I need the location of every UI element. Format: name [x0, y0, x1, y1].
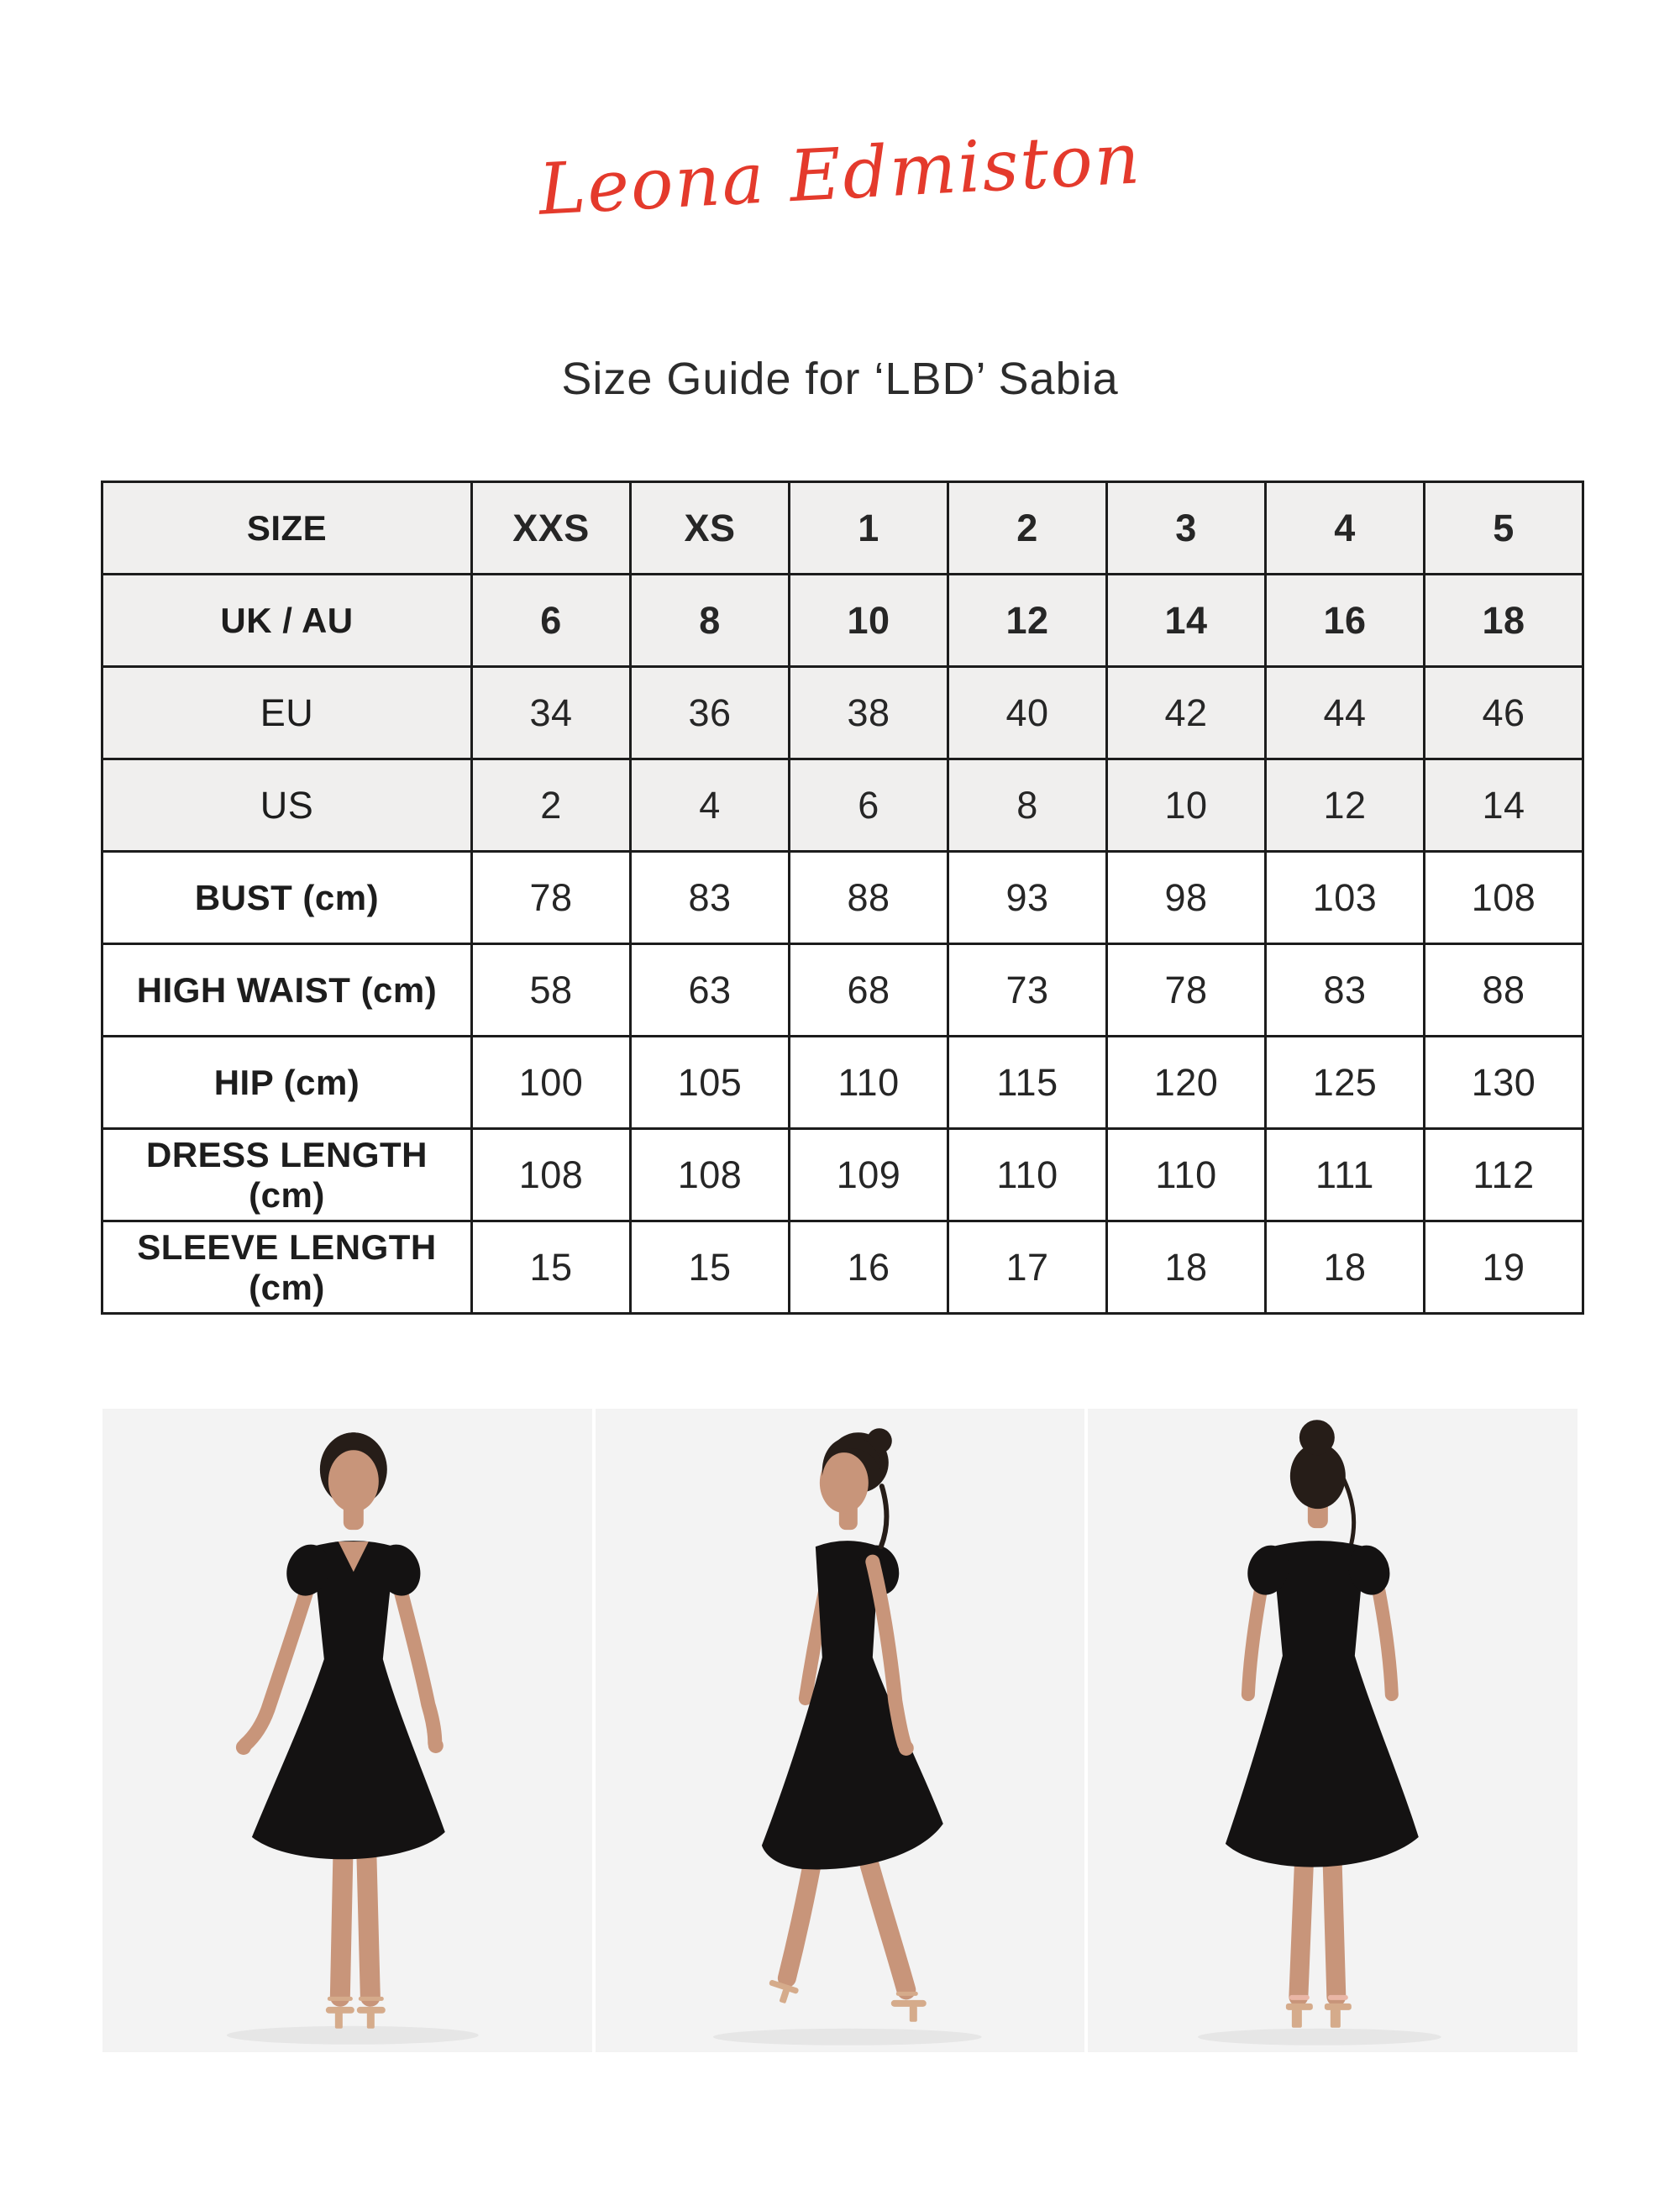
size-table-cell: 78: [472, 852, 631, 944]
model-photo-back: [1088, 1409, 1578, 2052]
table-row-uk-au: [102, 575, 1583, 667]
size-table-cell: 4: [1266, 482, 1425, 575]
size-table-cell: 16: [1266, 575, 1425, 667]
model-photo-front: [102, 1409, 592, 2052]
size-table-cell: 12: [948, 575, 1107, 667]
size-table-cell: 73: [948, 944, 1107, 1037]
size-table-cell: 110: [790, 1037, 948, 1129]
size-table-cell: 18: [1107, 1221, 1266, 1314]
product-photo-strip: [102, 1409, 1578, 2052]
size-table-row-label: SIZE: [102, 482, 472, 575]
size-table-cell: 110: [948, 1129, 1107, 1221]
size-table-cell: 18: [1425, 575, 1583, 667]
size-table-cell: 83: [631, 852, 790, 944]
size-table-cell: 4: [631, 759, 790, 852]
model-illustration-side: [596, 1409, 1085, 2052]
size-table-cell: 38: [790, 667, 948, 759]
size-table-cell: XS: [631, 482, 790, 575]
model-figure-front: [227, 1432, 479, 2045]
size-table-cell: 68: [790, 944, 948, 1037]
size-table-row-label: DRESS LENGTH (cm): [102, 1129, 472, 1221]
model-figure-side: [713, 1428, 982, 2046]
size-table-cell: 115: [948, 1037, 1107, 1129]
size-table-cell: 16: [790, 1221, 948, 1314]
size-table-cell: 17: [948, 1221, 1107, 1314]
size-table-cell: 63: [631, 944, 790, 1037]
size-table-cell: 14: [1425, 759, 1583, 852]
size-table-cell: 6: [472, 575, 631, 667]
table-row-eu: [102, 667, 1583, 759]
size-table-cell: 18: [1266, 1221, 1425, 1314]
size-table-cell: 93: [948, 852, 1107, 944]
table-row-sleeve-length: [102, 1221, 1583, 1314]
size-table-cell: 34: [472, 667, 631, 759]
size-table-cell: 8: [948, 759, 1107, 852]
size-table-cell: XXS: [472, 482, 631, 575]
size-table-cell: 88: [1425, 944, 1583, 1037]
size-table-row-label: HIP (cm): [102, 1037, 472, 1129]
size-table-cell: 88: [790, 852, 948, 944]
size-table-cell: 15: [472, 1221, 631, 1314]
size-table-cell: 58: [472, 944, 631, 1037]
size-table-row-label: BUST (cm): [102, 852, 472, 944]
size-table-cell: 120: [1107, 1037, 1266, 1129]
page-title: Size Guide for ‘LBD’ Sabia: [561, 354, 1119, 404]
table-row-bust: [102, 852, 1583, 944]
model-illustration-back: [1088, 1409, 1578, 2052]
size-table-cell: 108: [1425, 852, 1583, 944]
size-table-cell: 36: [631, 667, 790, 759]
size-table-cell: 14: [1107, 575, 1266, 667]
size-table-cell: 125: [1266, 1037, 1425, 1129]
size-table-cell: 108: [472, 1129, 631, 1221]
size-table-cell: 100: [472, 1037, 631, 1129]
size-table-cell: 83: [1266, 944, 1425, 1037]
size-table-cell: 2: [472, 759, 631, 852]
model-figure-back: [1198, 1420, 1441, 2046]
table-row-hip: [102, 1037, 1583, 1129]
brand-logo: Leona Edmiston: [536, 117, 1144, 231]
size-table-cell: 130: [1425, 1037, 1583, 1129]
size-table-cell: 40: [948, 667, 1107, 759]
size-table-row-label: UK / AU: [102, 575, 472, 667]
size-table-cell: 8: [631, 575, 790, 667]
size-table-cell: 5: [1425, 482, 1583, 575]
size-table-cell: 98: [1107, 852, 1266, 944]
size-table-cell: 111: [1266, 1129, 1425, 1221]
size-guide-table: [101, 481, 1584, 1315]
size-table-row-label: EU: [102, 667, 472, 759]
size-table-cell: 103: [1266, 852, 1425, 944]
size-table-row-label: HIGH WAIST (cm): [102, 944, 472, 1037]
size-table-cell: 46: [1425, 667, 1583, 759]
size-table-cell: 6: [790, 759, 948, 852]
table-row-us: [102, 759, 1583, 852]
model-photo-side: [596, 1409, 1085, 2052]
size-table-cell: 110: [1107, 1129, 1266, 1221]
size-table-cell: 78: [1107, 944, 1266, 1037]
size-table-row-label: US: [102, 759, 472, 852]
size-table-cell: 12: [1266, 759, 1425, 852]
size-table-cell: 44: [1266, 667, 1425, 759]
size-table-cell: 10: [1107, 759, 1266, 852]
table-row-size: [102, 482, 1583, 575]
size-table-cell: 1: [790, 482, 948, 575]
size-table-cell: 19: [1425, 1221, 1583, 1314]
size-table-cell: 15: [631, 1221, 790, 1314]
size-table-cell: 108: [631, 1129, 790, 1221]
table-row-dress-length: [102, 1129, 1583, 1221]
size-table-cell: 109: [790, 1129, 948, 1221]
size-table-cell: 42: [1107, 667, 1266, 759]
model-illustration-front: [102, 1409, 592, 2052]
table-row-high-waist: [102, 944, 1583, 1037]
size-table-cell: 2: [948, 482, 1107, 575]
size-table-cell: 105: [631, 1037, 790, 1129]
size-table-cell: 3: [1107, 482, 1266, 575]
size-table-cell: 112: [1425, 1129, 1583, 1221]
size-table-cell: 10: [790, 575, 948, 667]
size-table-row-label: SLEEVE LENGTH (cm): [102, 1221, 472, 1314]
